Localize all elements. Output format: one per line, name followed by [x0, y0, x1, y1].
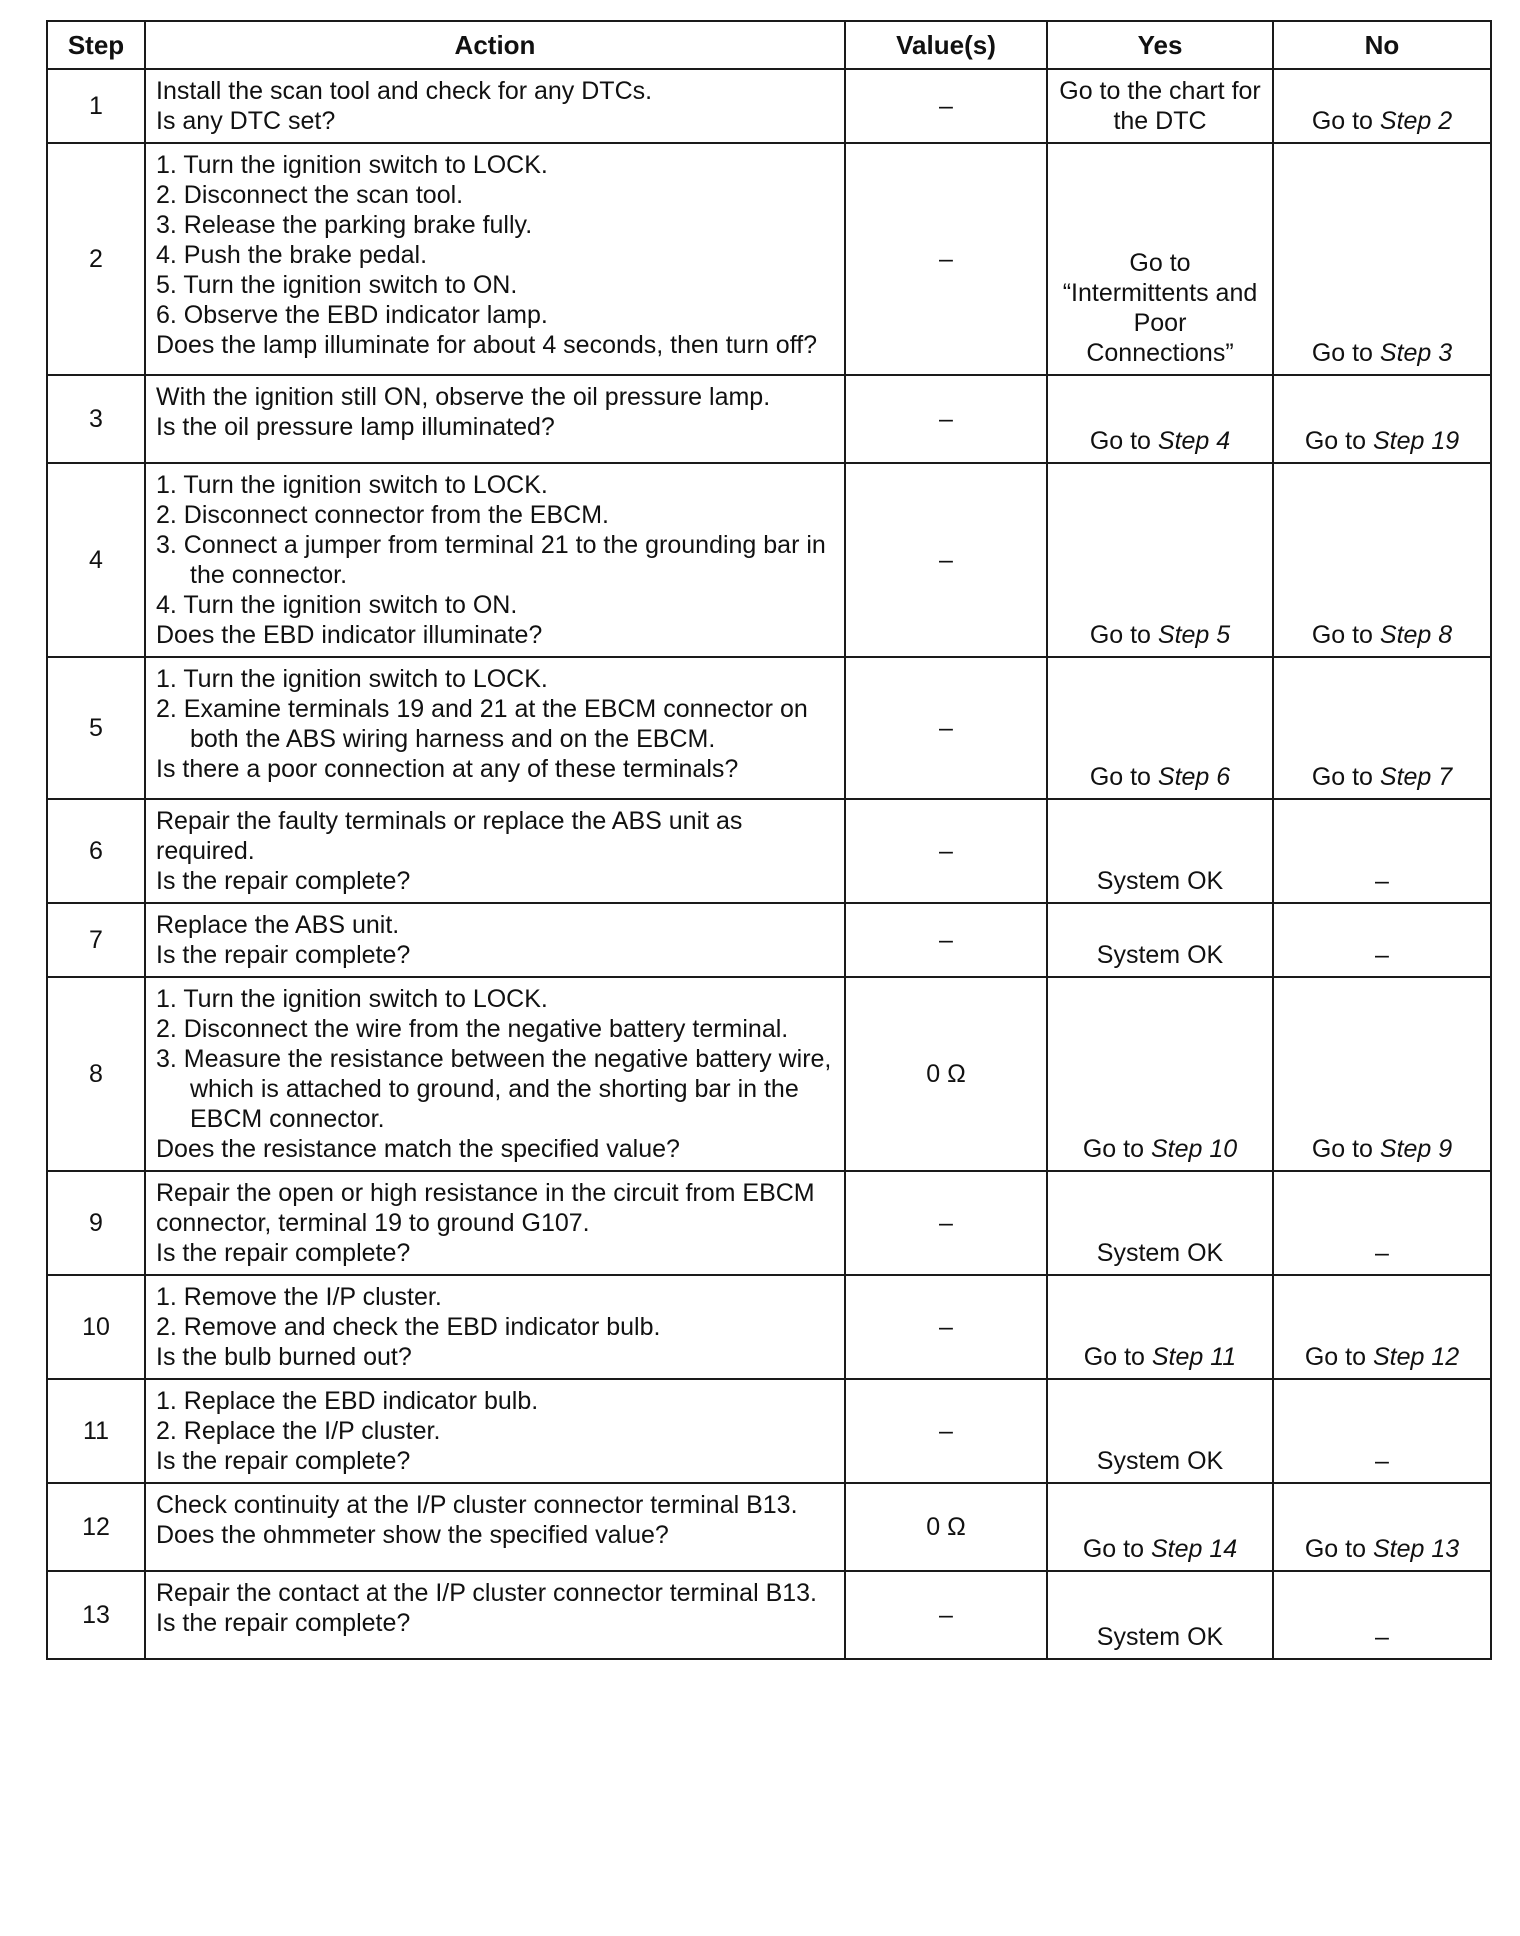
no-step-link[interactable]: Step 19 — [1372, 427, 1460, 455]
step-number: 11 — [47, 1379, 145, 1483]
table-row — [47, 977, 1491, 1171]
yes-cell — [1047, 143, 1273, 375]
no-text: Go to — [1304, 1343, 1373, 1371]
yes-step-link[interactable]: Step 11 — [1151, 1343, 1237, 1371]
step-number: 7 — [47, 903, 145, 977]
diagnostic-table-sheet — [46, 20, 1490, 1660]
action-question: Is the repair complete? — [156, 941, 411, 969]
action-line: 2. Remove and check the EBD indicator bulb. — [156, 1313, 661, 1341]
action-line: 1. Replace the EBD indicator bulb. — [156, 1387, 539, 1415]
action-line: 3. Connect a jumper from terminal 21 to the grounding bar in the connector. — [156, 531, 826, 589]
step-number: 10 — [47, 1275, 145, 1379]
step-number: 13 — [47, 1571, 145, 1659]
no-cell — [1273, 1379, 1491, 1483]
no-text: Go to — [1311, 763, 1380, 791]
action-line: 5. Turn the ignition switch to ON. — [156, 271, 518, 299]
no-cell — [1273, 657, 1491, 799]
action-line: 1. Turn the ignition switch to LOCK. — [156, 151, 548, 179]
table-row — [47, 903, 1491, 977]
value-cell: 0 Ω — [845, 977, 1047, 1171]
yes-cell — [1047, 1483, 1273, 1571]
no-step-link[interactable]: Step 12 — [1372, 1343, 1460, 1371]
action-line: Install the scan tool and check for any DTCs. — [156, 77, 653, 105]
value-cell: 0 Ω — [845, 1483, 1047, 1571]
action-question: Does the EBD indicator illuminate? — [156, 621, 543, 649]
table-row — [47, 375, 1491, 463]
action-cell — [145, 1379, 845, 1483]
yes-cell — [1047, 1571, 1273, 1659]
step-number: 5 — [47, 657, 145, 799]
yes-step-link[interactable]: Step 4 — [1157, 427, 1231, 455]
value-cell: – — [845, 1379, 1047, 1483]
header-row — [47, 21, 1491, 69]
action-question: Is the repair complete? — [156, 1239, 411, 1267]
table-row — [47, 1571, 1491, 1659]
no-text: – — [1375, 1239, 1389, 1267]
action-line: 2. Disconnect the scan tool. — [156, 181, 464, 209]
action-line: 2. Examine terminals 19 and 21 at the EBCM connector on both the ABS wiring harness and on the EBCM. — [156, 695, 808, 753]
yes-cell — [1047, 657, 1273, 799]
value-cell: – — [845, 1171, 1047, 1275]
table-row — [47, 657, 1491, 799]
table-row — [47, 799, 1491, 903]
value-cell: – — [845, 903, 1047, 977]
action-line: Repair the contact at the I/P cluster connector terminal B13. — [156, 1579, 817, 1607]
action-cell — [145, 1275, 845, 1379]
step-number: 2 — [47, 143, 145, 375]
value-cell: – — [845, 799, 1047, 903]
table-row — [47, 69, 1491, 143]
value-cell: – — [845, 143, 1047, 375]
yes-step-link[interactable]: Step 5 — [1157, 621, 1231, 649]
action-question: Does the ohmmeter show the specified value? — [156, 1521, 669, 1549]
step-number: 12 — [47, 1483, 145, 1571]
yes-text: Go to — [1082, 1135, 1151, 1163]
no-cell — [1273, 375, 1491, 463]
no-cell — [1273, 1171, 1491, 1275]
no-text: Go to — [1304, 1535, 1373, 1563]
step-number: 1 — [47, 69, 145, 143]
header-values: Value(s) — [845, 21, 1047, 69]
no-step-link[interactable]: Step 8 — [1379, 621, 1453, 649]
action-line: 2. Disconnect the wire from the negative battery terminal. — [156, 1015, 789, 1043]
value-cell: – — [845, 657, 1047, 799]
action-line: Replace the ABS unit. — [156, 911, 400, 939]
header-action: Action — [145, 21, 845, 69]
action-cell — [145, 69, 845, 143]
yes-cell — [1047, 69, 1273, 143]
step-number: 9 — [47, 1171, 145, 1275]
action-cell — [145, 657, 845, 799]
yes-text: System OK — [1096, 941, 1224, 969]
action-cell — [145, 1571, 845, 1659]
yes-step-link[interactable]: Step 14 — [1150, 1535, 1238, 1563]
header-no: No — [1273, 21, 1491, 69]
no-text: Go to — [1304, 427, 1373, 455]
no-step-link[interactable]: Step 7 — [1379, 763, 1453, 791]
action-cell — [145, 375, 845, 463]
yes-text: System OK — [1096, 1239, 1224, 1267]
yes-text: Go to — [1082, 1535, 1151, 1563]
action-question: Is the bulb burned out? — [156, 1343, 412, 1371]
value-cell: – — [845, 463, 1047, 657]
no-cell — [1273, 799, 1491, 903]
no-text: Go to — [1311, 1135, 1380, 1163]
action-line: 1. Turn the ignition switch to LOCK. — [156, 471, 548, 499]
no-text: Go to — [1311, 621, 1380, 649]
yes-cell — [1047, 375, 1273, 463]
yes-text: Go to — [1089, 427, 1158, 455]
action-line: 1. Turn the ignition switch to LOCK. — [156, 985, 548, 1013]
no-cell — [1273, 903, 1491, 977]
no-cell — [1273, 1483, 1491, 1571]
no-cell — [1273, 143, 1491, 375]
no-cell — [1273, 69, 1491, 143]
action-line: 6. Observe the EBD indicator lamp. — [156, 301, 548, 329]
diagnostic-table — [46, 20, 1492, 1660]
action-cell — [145, 799, 845, 903]
action-question: Is there a poor connection at any of these terminals? — [156, 755, 739, 783]
action-line: 4. Turn the ignition switch to ON. — [156, 591, 518, 619]
action-line: 3. Measure the resistance between the negative battery wire, which is attached to ground, and the shorting bar in the EBCM connector. — [156, 1045, 832, 1133]
yes-text: Go to “Intermittents and Poor Connections” — [1062, 249, 1258, 367]
action-cell — [145, 977, 845, 1171]
action-line: 4. Push the brake pedal. — [156, 241, 428, 269]
no-text: – — [1375, 1623, 1389, 1651]
yes-step-link[interactable]: Step 10 — [1150, 1135, 1238, 1163]
action-line: 1. Turn the ignition switch to LOCK. — [156, 665, 548, 693]
yes-text: System OK — [1096, 867, 1224, 895]
action-cell — [145, 1483, 845, 1571]
action-question: Does the resistance match the specified value? — [156, 1135, 680, 1163]
yes-cell — [1047, 1275, 1273, 1379]
action-question: Is any DTC set? — [156, 107, 336, 135]
table-row — [47, 1171, 1491, 1275]
no-step-link[interactable]: Step 3 — [1379, 339, 1453, 367]
yes-cell — [1047, 977, 1273, 1171]
yes-text: Go to the chart for the DTC — [1059, 77, 1261, 135]
action-question: Is the repair complete? — [156, 867, 411, 895]
step-number: 3 — [47, 375, 145, 463]
value-cell: – — [845, 1275, 1047, 1379]
no-step-link[interactable]: Step 13 — [1372, 1535, 1460, 1563]
no-text: Go to — [1311, 339, 1380, 367]
yes-text: System OK — [1096, 1623, 1224, 1651]
yes-text: System OK — [1096, 1447, 1224, 1475]
step-number: 6 — [47, 799, 145, 903]
action-question: Does the lamp illuminate for about 4 seconds, then turn off? — [156, 331, 818, 359]
action-line: 3. Release the parking brake fully. — [156, 211, 533, 239]
table-row — [47, 1483, 1491, 1571]
action-line: With the ignition still ON, observe the oil pressure lamp. — [156, 383, 771, 411]
action-line: 1. Remove the I/P cluster. — [156, 1283, 442, 1311]
value-cell: – — [845, 375, 1047, 463]
yes-cell — [1047, 463, 1273, 657]
action-cell — [145, 903, 845, 977]
table-body — [47, 69, 1491, 1659]
yes-cell — [1047, 1171, 1273, 1275]
action-line: Repair the open or high resistance in the circuit from EBCM connector, terminal 19 to ground G107. — [156, 1179, 815, 1237]
yes-text: Go to — [1083, 1343, 1152, 1371]
action-line: Repair the faulty terminals or replace the ABS unit as required. — [156, 807, 743, 865]
action-question: Is the repair complete? — [156, 1609, 411, 1637]
no-step-link[interactable]: Step 2 — [1379, 107, 1453, 135]
action-cell — [145, 143, 845, 375]
table-row — [47, 143, 1491, 375]
no-cell — [1273, 463, 1491, 657]
action-line: 2. Replace the I/P cluster. — [156, 1417, 441, 1445]
table-row — [47, 1275, 1491, 1379]
step-number: 8 — [47, 977, 145, 1171]
action-line: Check continuity at the I/P cluster connector terminal B13. — [156, 1491, 798, 1519]
value-cell: – — [845, 69, 1047, 143]
no-text: – — [1375, 867, 1389, 895]
action-question: Is the repair complete? — [156, 1447, 411, 1475]
action-cell — [145, 1171, 845, 1275]
yes-text: Go to — [1089, 621, 1158, 649]
table-row — [47, 463, 1491, 657]
action-question: Is the oil pressure lamp illuminated? — [156, 413, 555, 441]
yes-text: Go to — [1089, 763, 1158, 791]
yes-cell — [1047, 799, 1273, 903]
no-cell — [1273, 1571, 1491, 1659]
action-line: 2. Disconnect connector from the EBCM. — [156, 501, 609, 529]
yes-step-link[interactable]: Step 6 — [1157, 763, 1231, 791]
header-step: Step — [47, 21, 145, 69]
table-row — [47, 1379, 1491, 1483]
yes-cell — [1047, 1379, 1273, 1483]
header-yes: Yes — [1047, 21, 1273, 69]
no-cell — [1273, 977, 1491, 1171]
no-text: – — [1375, 1447, 1389, 1475]
value-cell: – — [845, 1571, 1047, 1659]
no-text: Go to — [1311, 107, 1380, 135]
yes-cell — [1047, 903, 1273, 977]
no-text: – — [1375, 941, 1389, 969]
no-step-link[interactable]: Step 9 — [1379, 1135, 1453, 1163]
step-number: 4 — [47, 463, 145, 657]
action-cell — [145, 463, 845, 657]
no-cell — [1273, 1275, 1491, 1379]
